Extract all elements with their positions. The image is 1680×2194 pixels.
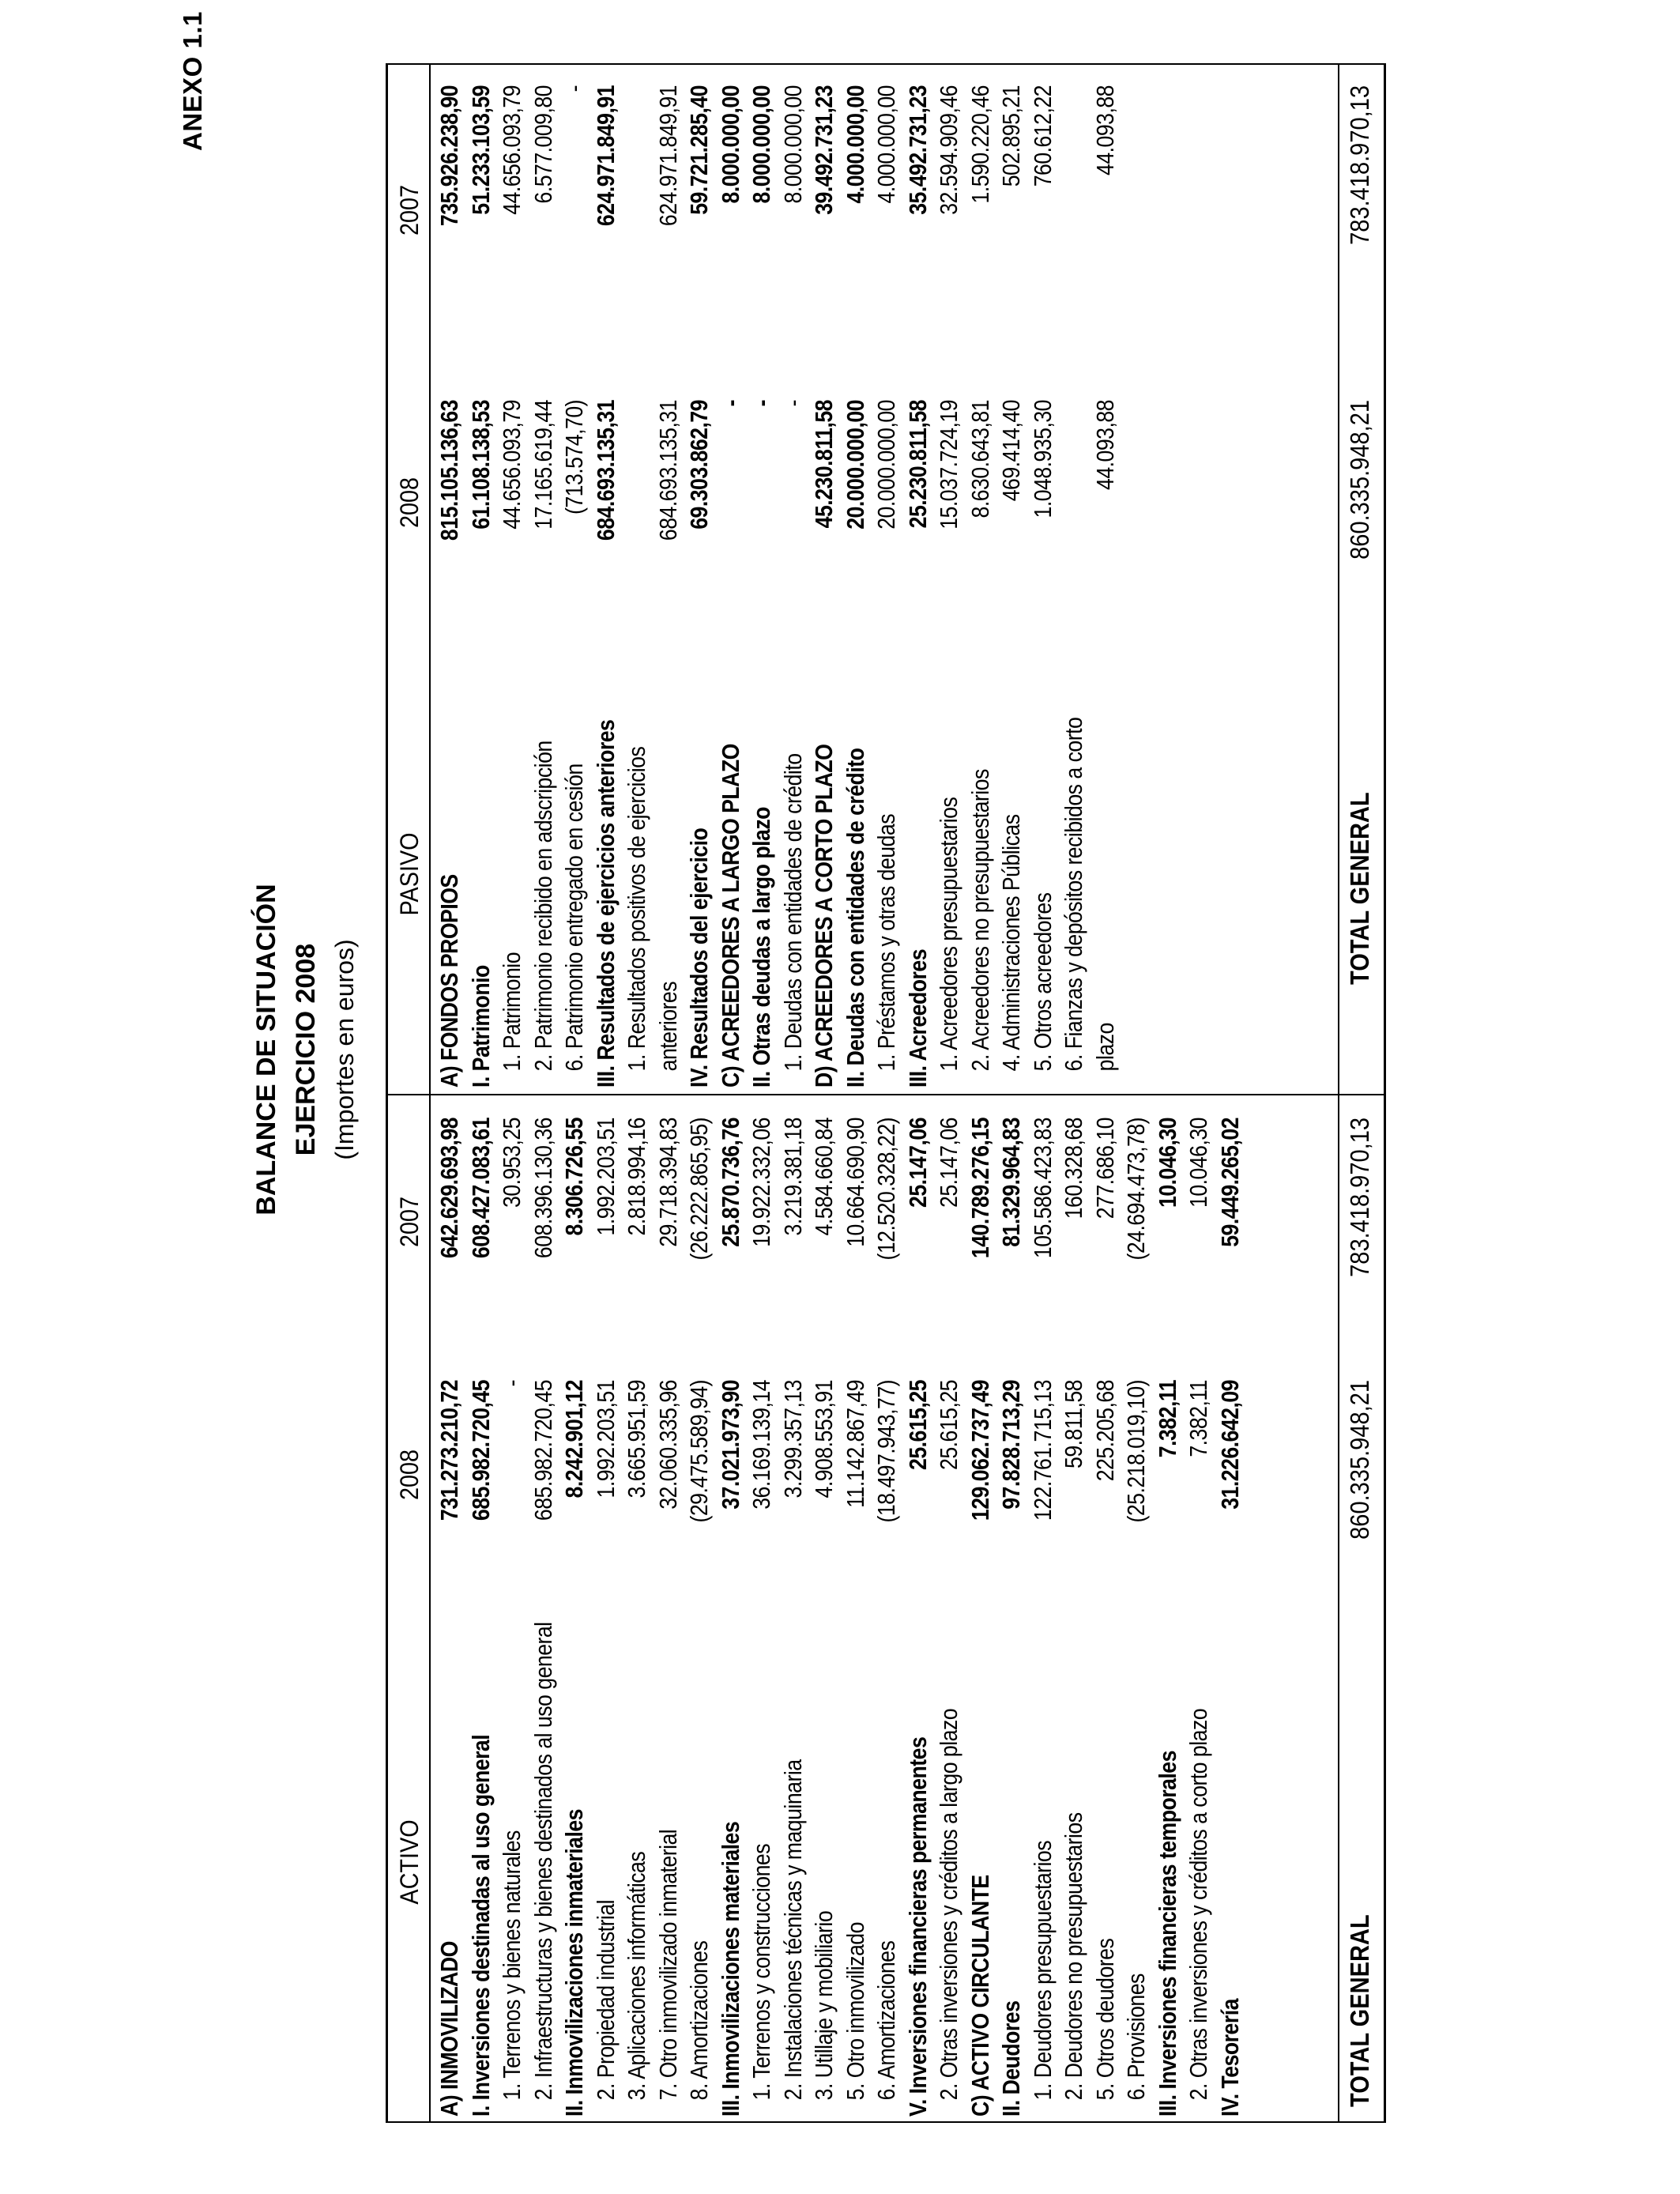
activo-row-label: 3. Aplicaciones informáticas [623,1851,650,2101]
pasivo-row-label: IV. Resultados del ejercicio [685,827,713,1088]
pasivo-row-2007: 8.000.000,00 [716,85,744,204]
pasivo-row-label: 1. Acreedores presupuestarios [935,797,962,1072]
activo-row-2008: 7.382,11 [1185,1380,1212,1457]
activo-row-2008: 1.992.203,51 [591,1380,620,1498]
pasivo-row-label: 1. Patrimonio [498,952,525,1072]
pasivo-row-label: D) ACREEDORES A CORTO PLAZO [810,744,838,1088]
annex-label: ANEXO 1.1 [178,11,207,151]
pasivo-row-2008 [621,400,653,604]
pasivo-row-label: III. Resultados de ejercicios anteriores [591,719,620,1088]
report-subtitle: EJERCICIO 2008 [291,943,321,1156]
activo-row-label: 5. Otro inmovilizado [841,1922,869,2101]
activo-row-2007: 29.718.394,83 [654,1118,682,1247]
activo-row-label: 6. Amortizaciones [872,1940,900,2101]
activo-total-2007: 783.418.970,13 [1345,1118,1374,1277]
activo-row-2008: - [498,1380,525,1387]
activo-row-2007: (24.694.473,78) [1122,1118,1150,1261]
activo-row-label: A) INMOVILIZADO [435,1941,463,2117]
activo-row-2008: 731.273.210,72 [435,1380,463,1521]
table-rule [388,63,1384,65]
pasivo-row-label: 1. Resultados positivos de ejercicios [623,746,650,1072]
pasivo-row-2008: 44.093,88 [1090,400,1119,490]
activo-row-2008: 37.021.973,90 [716,1380,744,1510]
pasivo-row-2008: 69.303.862,79 [685,400,713,530]
pasivo-row-2007: 39.492.731,23 [810,85,838,215]
pasivo-total-2008: 860.335.948,21 [1345,400,1374,560]
table-rule [388,2121,1384,2123]
pasivo-row-2007: 4.000.000,00 [872,85,900,204]
activo-row-2008: 685.982.720,45 [529,1380,557,1521]
activo-row-2007: 3.219.381,18 [778,1118,807,1236]
activo-row-label: II. Inmovilizaciones inmateriales [560,1809,588,2117]
activo-row-2007: 10.046,30 [1185,1118,1212,1208]
activo-row-2008: 3.665.951,59 [623,1380,650,1498]
pasivo-row-2007: 624.971.849,91 [654,85,682,227]
pasivo-row-2008: - [748,400,775,407]
pasivo-row-label: 6. Patrimonio entregado en cesión [560,763,588,1072]
pasivo-row-label: anteriores [654,981,682,1072]
activo-row-2008: 129.062.737,49 [966,1380,994,1521]
activo-row-label: III. Inmovilizaciones materiales [716,1821,744,2117]
pasivo-total-2007: 783.418.970,13 [1345,85,1374,245]
activo-row-label: 6. Provisiones [1122,1973,1150,2101]
pasivo-row-label: A) FONDOS PROPIOS [435,874,463,1088]
pasivo-row-label: 5. Otros acreedores [1028,892,1057,1072]
pasivo-total-label: TOTAL GENERAL [1345,792,1374,985]
pasivo-row-label: 6. Fianzas y depósitos recibidos a corto [1060,717,1087,1072]
activo-row-label: III. Inversiones financieras temporales [1153,1751,1181,2117]
activo-row-2008: 3.299.357,13 [778,1380,807,1498]
activo-row-2008: 25.615,25 [903,1380,932,1470]
activo-row-2008: 8.242.901,12 [560,1380,588,1498]
pasivo-row-label: 2. Acreedores no presupuestarios [966,769,994,1072]
header-rule [429,63,431,2123]
activo-row-2008: (29.475.589,94) [685,1380,713,1523]
pasivo-row-label: I. Patrimonio [466,965,495,1088]
pasivo-row-2008 [1058,400,1090,604]
pasivo-row-2007: 624.971.849,91 [591,85,620,227]
pasivo-row-label: plazo [1090,1023,1119,1072]
pasivo-row-2008: 25.230.811,58 [903,400,932,529]
activo-row-label: IV. Tesorería [1215,1999,1244,2117]
activo-row-2008: 97.828.713,29 [997,1380,1025,1510]
activo-total-2008: 860.335.948,21 [1345,1380,1374,1540]
pasivo-header: PASIVO [395,832,424,916]
pasivo-row-2008: 8.630.643,81 [966,400,994,518]
activo-row-label: II. Deudores [997,2000,1025,2117]
pasivo-row-2007: 8.000.000,00 [748,85,775,204]
pasivo-row-2007: 32.594.909,46 [935,85,962,215]
activo-row-2007: 10.046,30 [1153,1118,1181,1208]
activo-row-2007: 2.818.994,16 [623,1118,650,1236]
pasivo-row-2007: 44.656.093,79 [498,85,525,215]
activo-row-2007: 8.306.726,55 [560,1118,588,1236]
activo-row-2008: 11.142.867,49 [841,1380,869,1508]
pasivo-row-2007: 8.000.000,00 [778,85,807,204]
activo-2007-column [434,1118,1245,1364]
total-rule [1338,63,1339,2123]
activo-row-2007: 59.449.265,02 [1215,1118,1244,1247]
activo-row-label: 1. Terrenos y bienes naturales [498,1830,525,2101]
activo-row-label: 1. Terrenos y construcciones [748,1843,775,2101]
pasivo-row-2008: 17.165.619,44 [529,400,557,530]
pasivo-row-label: II. Deudas con entidades de crédito [841,748,869,1088]
activo-2008-column [434,1380,1245,1617]
report-note: (Importes en euros) [330,939,359,1160]
pasivo-row-2007: 502.895,21 [997,85,1025,187]
activo-row-2007: 10.664.690,90 [841,1118,869,1247]
activo-row-2007: 25.147,06 [935,1118,962,1208]
activo-row-label: 1. Deudores presupuestarios [1028,1840,1057,2101]
activo-row-2007: 105.586.423,83 [1028,1118,1057,1259]
pasivo-row-2008: 1.048.935,30 [1028,400,1057,518]
activo-row-2007: 1.992.203,51 [591,1118,620,1236]
report-title: BALANCE DE SITUACIÓN [251,884,281,1216]
pasivo-row-label: 1. Deudas con entidades de crédito [778,753,807,1072]
activo-row-2008: 685.982.720,45 [466,1380,495,1521]
activo-row-2008: 31.226.642,09 [1215,1380,1244,1510]
activo-row-label: I. Inversiones destinadas al uso general [466,1734,495,2117]
pasivo-row-2008: 469.414,40 [997,400,1025,502]
pasivo-2007-column [434,85,1121,345]
pasivo-row-2007: 735.926.238,90 [435,85,463,227]
pasivo-row-2007: 44.093,88 [1090,85,1119,175]
pasivo-row-2008: 15.037.724,19 [935,400,962,530]
activo-row-2008: 225.205,68 [1090,1380,1119,1482]
pasivo-row-2008: 815.105.136,63 [435,400,463,541]
pasivo-row-2008: 20.000.000,00 [872,400,900,530]
activo-row-2007: 277.686,10 [1090,1118,1119,1220]
activo-row-2008: (25.218.019,10) [1122,1380,1150,1523]
activo-row-2007: 25.147,06 [903,1118,932,1208]
activo-row-2008: (18.497.943,77) [872,1380,900,1523]
activo-row-label: 2. Deudores no presupuestarios [1060,1812,1087,2101]
pasivo-header-2008: 2008 [395,477,424,529]
pasivo-row-2008: 20.000.000,00 [841,400,869,530]
pasivo-row-2008: - [778,400,807,407]
activo-header: ACTIVO [395,1819,424,1905]
activo-total-label: TOTAL GENERAL [1345,1914,1374,2107]
pasivo-row-2007: 760.612,22 [1028,85,1057,187]
activo-row-label: C) ACTIVO CIRCULANTE [966,1875,994,2117]
activo-row-2008: 4.908.553,91 [810,1380,838,1498]
pasivo-row-label: 4. Administraciones Públicas [997,814,1025,1072]
activo-row-2008: 122.761.715,13 [1028,1380,1057,1521]
activo-row-label: 2. Infraestructuras y bienes destinados al uso general [529,1622,557,2101]
activo-row-label: 2. Otras inversiones y créditos a corto plazo [1185,1708,1212,2101]
pasivo-row-2007: 1.590.220,46 [966,85,994,204]
activo-row-2007: 81.329.964,83 [997,1118,1025,1247]
pasivo-header-2007: 2007 [395,184,424,236]
pasivo-2008-column [434,400,1121,637]
pasivo-row-2008: 684.693.135,31 [591,400,620,541]
activo-row-2007: 30.953,25 [498,1118,525,1208]
activo-header-2008: 2008 [395,1449,424,1501]
activo-row-2007: 4.584.660,84 [810,1118,838,1236]
pasivo-row-2008: (713.574,70) [560,400,588,515]
activo-row-label: 5. Otros deudores [1090,1938,1119,2101]
activo-row-2007: 608.427.083,61 [466,1118,495,1259]
pasivo-row-2007: 4.000.000,00 [841,85,869,204]
activo-row-label: 7. Otro inmovilizado inmaterial [654,1829,682,2101]
activo-row-2007: 160.328,68 [1060,1118,1087,1220]
pasivo-row-2007: - [560,85,588,92]
table-rule [388,1094,1384,1095]
pasivo-row-label: 1. Préstamos y otras deudas [872,813,900,1072]
activo-row-label: 3. Utillaje y mobiliario [810,1910,838,2101]
pasivo-row-2008: 45.230.811,58 [810,400,838,529]
pasivo-row-label: C) ACREEDORES A LARGO PLAZO [716,744,744,1088]
pasivo-row-2007: 51.233.103,59 [466,85,495,215]
pasivo-row-2008: 684.693.135,31 [654,400,682,541]
activo-row-2007: 642.629.693,98 [435,1118,463,1259]
pasivo-row-2008: - [716,400,744,407]
activo-row-2007: (12.520.328,22) [872,1118,900,1261]
activo-row-label: V. Inversiones financieras permanentes [903,1736,932,2117]
pasivo-row-label: 2. Patrimonio recibido en adscripción [529,741,557,1072]
pasivo-row-2008: 61.108.138,53 [466,400,495,530]
activo-header-2007: 2007 [395,1196,424,1248]
activo-row-2008: 59.811,58 [1060,1380,1087,1468]
activo-row-label: 8. Amortizaciones [685,1940,713,2101]
balance-table [386,63,1386,2123]
activo-row-2007: 25.870.736,76 [716,1118,744,1247]
activo-row-2008: 32.060.335,96 [654,1380,682,1510]
pasivo-row-2007 [621,85,653,308]
activo-row-2007: 19.922.332,06 [748,1118,775,1247]
pasivo-row-label: II. Otras deudas a largo plazo [748,807,775,1088]
activo-row-label: 2. Instalaciones técnicas y maquinaria [778,1759,807,2101]
pasivo-row-2007: 35.492.731,23 [903,85,932,215]
pasivo-row-2007 [1058,85,1090,308]
pasivo-row-2008: 44.656.093,79 [498,400,525,530]
pasivo-row-2007: 6.577.009,80 [529,85,557,204]
pasivo-row-2007: 59.721.285,40 [685,85,713,215]
activo-row-2008: 7.382,11 [1153,1380,1181,1458]
activo-row-2007: 140.789.276,15 [966,1118,994,1259]
activo-row-2008: 36.169.139,14 [748,1380,775,1510]
pasivo-row-label: III. Acreedores [903,948,932,1088]
activo-row-label: 2. Otras inversiones y créditos a largo plazo [935,1708,962,2101]
activo-row-2007: (26.222.865,95) [685,1118,713,1261]
activo-row-label: 2. Propiedad industrial [591,1899,620,2101]
activo-row-2007: 608.396.130,36 [529,1118,557,1259]
activo-row-2008: 25.615,25 [935,1380,962,1470]
